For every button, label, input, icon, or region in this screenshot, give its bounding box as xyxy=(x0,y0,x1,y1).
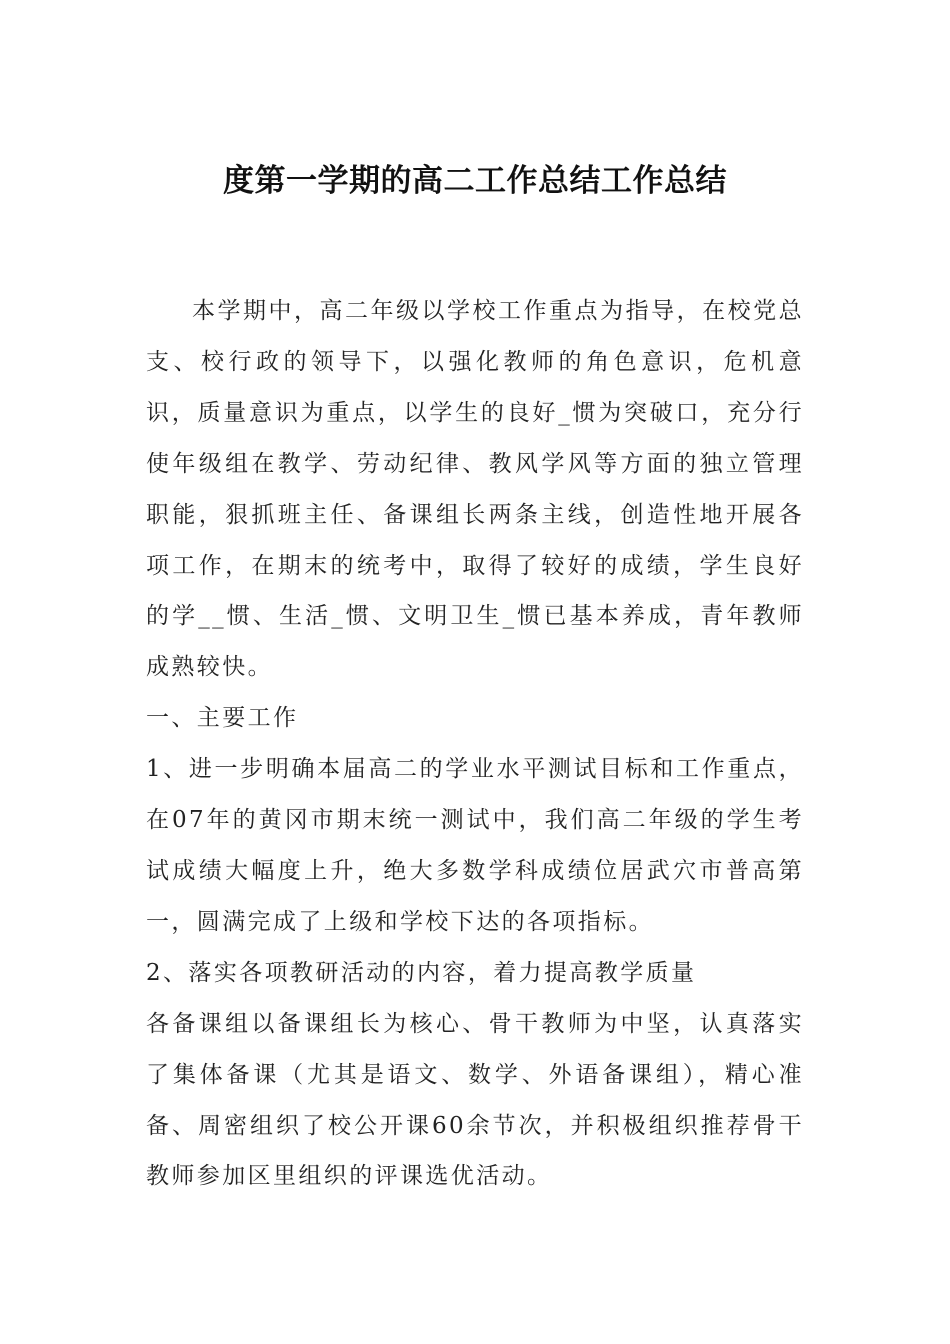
document-title: 度第一学期的高二工作总结工作总结 xyxy=(223,163,727,199)
work-item-1-paragraph: 1、进一步明确本届高二的学业水平测试目标和工作重点，在07年的黄冈市期末统一测试中，我们高二年级的学生考试成绩大幅度上升，绝大多数学科成绩位居武穴市普高第一，圆满完成了上级和学校下达的各项指标。 xyxy=(146,756,804,935)
document-body xyxy=(146,286,804,1202)
work-item-2-heading: 2、落实各项教研活动的内容，着力提高教学质量 xyxy=(146,959,697,986)
section-heading-main-work: 一、主要工作 xyxy=(146,705,299,732)
work-item-2-paragraph: 各备课组以备课组长为核心、骨干教师为中坚，认真落实了集体备课（尤其是语文、数学、外语备课组），精心准备、周密组织了校公开课60余节次，并积极组织推荐骨干教师参加区里组织的评课选优活动。 xyxy=(146,1010,804,1190)
intro-paragraph: 本学期中，高二年级以学校工作重点为指导，在校党总支、校行政的领导下，以强化教师的角色意识，危机意识，质量意识为重点，以学生的良好_惯为突破口，充分行使年级组在教学、劳动纪律、教风学风等方面的独立管理职能，狠抓班主任、备课组长两条主线，创造性地开展各项工作，在期末的统考中，取得了较好的成绩，学生良好的学__惯、生活_惯、文明卫生_惯已基本养成，青年教师成熟较快。 xyxy=(146,298,804,681)
